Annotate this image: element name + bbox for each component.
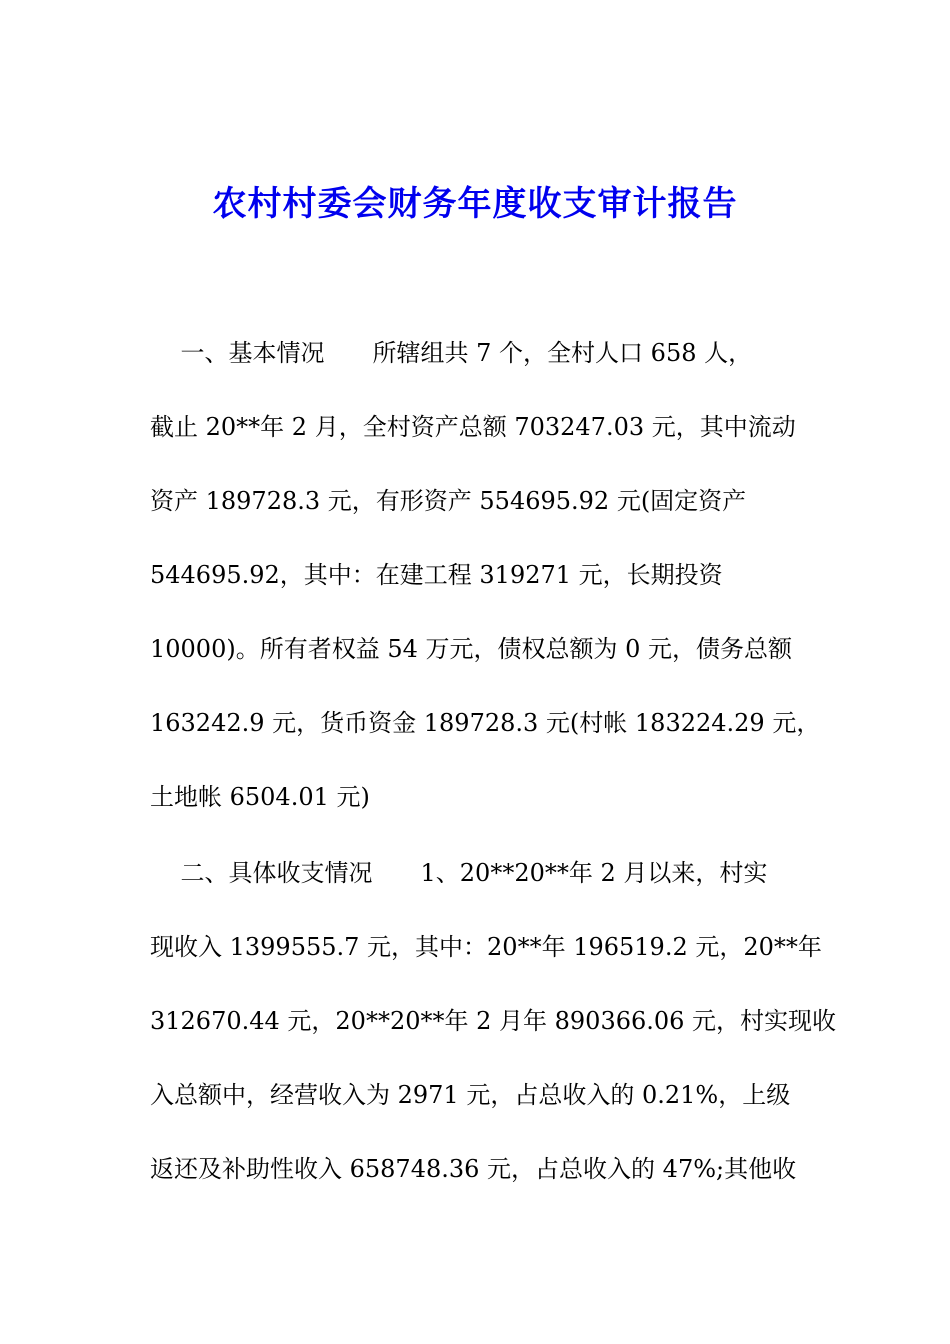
body-line: 土地帐 6504.01 元) xyxy=(150,783,370,811)
body-line: 一、基本情况 所辖组共 7 个，全村人口 658 人， xyxy=(150,339,753,367)
body-line: 资产 189728.3 元，有形资产 554695.92 元(固定资产 xyxy=(150,487,747,515)
body-line: 现收入 1399555.7 元，其中：20**年 196519.2 元，20**年 xyxy=(150,933,822,961)
body-line: 截止 20**年 2 月，全村资产总额 703247.03 元，其中流动 xyxy=(150,413,796,441)
document-title: 农村村委会财务年度收支审计报告 xyxy=(212,184,738,224)
body-line: 入总额中，经营收入为 2971 元，占总收入的 0.21%，上级 xyxy=(150,1081,791,1109)
body-line: 312670.44 元，20**20**年 2 月年 890366.06 元，村实现收 xyxy=(150,1007,837,1035)
body-line: 544695.92，其中：在建工程 319271 元，长期投资 xyxy=(150,561,723,589)
body-line: 163242.9 元，货币资金 189728.3 元(村帐 183224.29 元， xyxy=(150,709,821,737)
body-line: 10000)。所有者权益 54 万元，债权总额为 0 元，债务总额 xyxy=(150,635,793,663)
body-line: 二、具体收支情况 1、20**20**年 2 月以来，村实 xyxy=(150,859,768,887)
body-line: 返还及补助性收入 658748.36 元，占总收入的 47%;其他收 xyxy=(150,1155,797,1183)
